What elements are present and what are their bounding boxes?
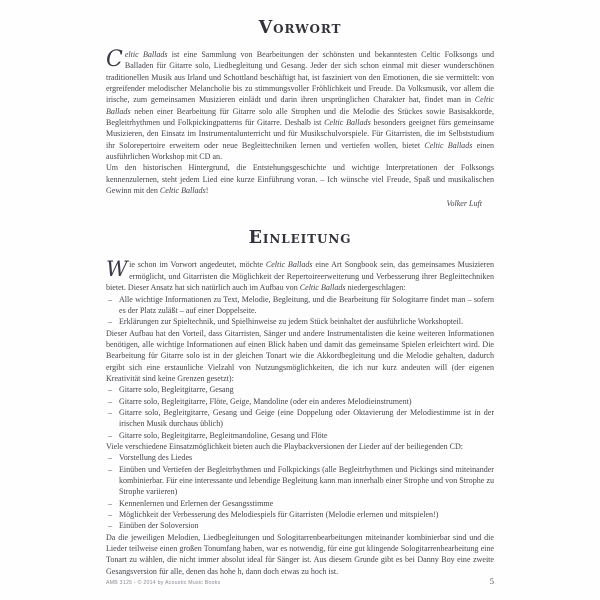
page-content [106, 18, 494, 577]
foreword-p1-title-ref-2: Celtic Ballads [106, 95, 494, 116]
list-item [106, 294, 494, 317]
foreword-p2-title-ref: Celtic Ballads [159, 186, 206, 196]
dash-icon: – [108, 453, 113, 463]
introduction-paragraph-4: Da die jeweiligen Melodien, Liedbegleitungen und Sologitarrenbearbeitungen miteinander kombinierbar sind und die Lieder teilweise einen großen Tonumfang haben, war es notwendig, für eine gut klingende Sologitarrenbearbeitung eine Tonart zu wählen, die nicht immer absolut ideal für Sänger ist. Aus diesem Grunde gibt es bei Danny Boy eine zweite Gesangsversion für alle, denen das hohe h, dann doch etwas zu hoch ist. [106, 532, 494, 576]
list-item [106, 384, 494, 395]
foreword-p1-title-ref-1: eltic Ballads [124, 50, 168, 59]
dash-icon: – [108, 464, 113, 474]
list-item [106, 452, 494, 463]
list-item-label: Einüben und Vertiefen der Begleitrhythmen und Folkpickings (alle Begleitrhythmen und Pickings sind miteinander kombinierbar. Für eine interessante und lebendige Begleitung kann man innerhalb einer Strophe und von Strophe zu Strophe variieren) [119, 464, 494, 497]
list-item [106, 430, 494, 441]
introduction-paragraph-1 [106, 259, 494, 293]
introduction-dropcap: W [106, 257, 128, 282]
dash-icon: – [108, 521, 113, 531]
foreword-paragraph-1 [106, 49, 494, 162]
foreword-title: Vorwort [258, 18, 342, 38]
list-item [106, 316, 494, 327]
dash-icon: – [108, 317, 113, 327]
page-footer [106, 576, 494, 586]
introduction-title: Einleitung [248, 228, 352, 249]
list-item [106, 498, 494, 509]
foreword-p1-text-c: besonders geeignet fürs gemeinsame Musizieren, den Einsatz im Instrumentalunterricht und für Musikschulvorspiele. Für Gitarristen, die im Selbststudium ihr Solorepertoire erweitern oder neue Begleittechniken lernen und vertiefen wollen, bietet [106, 118, 494, 150]
foreword-p1-text-a: ist eine Sammlung von Bearbeitungen der schönsten und bekanntesten Celtic Folksongs und Balladen für Gitarre solo, Liedbegleitung und Gesang. Jeder der sich schon einmal mit dieser wunderschönen traditionellen Musik aus Irland und Schottland beschäftigt hat, ist fasziniert von den Emotionen, die sie vermittelt: von ergreifender melodischer Melancholie bis zu stimmungsvoller Fröhlichkeit und Freude. Da Volksmusik, vor allem die irische, zum gemeinsamen Musizieren einlädt und darin ihren ursprünglichen Charakter hat, findet man in [106, 50, 494, 105]
foreword-signature: Volker Luft [446, 199, 482, 209]
introduction-paragraph-2: Dieser Aufbau hat den Vorteil, dass Gitarristen, Sänger und andere Instrumentalisten die keine weiteren Informationen benötigen, alle wichtige Informationen auf einen Blick haben und damit das gemeinsame Spielen erleichtert wird. Die Bearbeitung für Gitarre solo ist in der gleichen Tonart wie die Akkordbegleitung und die Melodie gehalten, dadurch ergibt sich eine erstaunliche Vielzahl von Nutzungsmöglichkeiten, die ich nur kurz andeuten will (der eigenen Kreativität sind keine Grenzen gesetzt): [106, 328, 494, 383]
dash-icon: – [108, 385, 113, 395]
list-item-label: Alle wichtige Informationen zu Text, Melodie, Begleitung, und die Bearbeitung für Sologitarre findet man – sofern es der Platz zuläßt – auf einer Doppelseite. [119, 294, 494, 315]
foreword-p2-text-b: ! [205, 186, 209, 196]
copyright-imprint: AMB 3125 - © 2014 by Acoustic Music Books [106, 580, 221, 586]
foreword-p1-title-ref-4: Celtic Ballads [424, 140, 473, 150]
foreword-dropcap: C [106, 47, 123, 72]
list-item [106, 520, 494, 531]
foreword-paragraph-2 [106, 162, 494, 196]
introduction-list-combinations [106, 384, 494, 441]
foreword-p2-text-a: Um den historischen Hintergrund, die Entstehungsgeschichte und wichtige Interpretationen der Folksongs kennenzulernen, steht jedem Lied eine kurze Einführung voran. – Ich wünsche viel Freude, Spaß und musikalischen Gewinn mit den [106, 163, 494, 196]
foreword-p1-text-b: neben einer Bearbeitung für Gitarre solo alle Strophen und die Melodie des Stückes sowie Basisakkorde, Begleitrhythmen und Folkpickingpatterns für Gitarre. Deshalb ist [106, 106, 494, 128]
dash-icon: – [108, 430, 113, 440]
foreword-p1-text-d: einen ausführlichen Workshop mit CD an. [106, 140, 495, 162]
intro-p1-title-ref-2: Celtic Ballads [299, 283, 346, 293]
list-item-label: Einüben der Soloversion [119, 521, 199, 531]
intro-p1-text-c: niedergeschlagen: [345, 283, 406, 293]
dash-icon: – [108, 396, 113, 406]
list-item-label: Erklärungen zur Spieltechnik, und Spielhinweise zu jedem Stück beinhaltet der ausführliche Workshopteil. [119, 317, 464, 327]
list-item-label: Gitarre solo, Begleitgitarre, Begleitmandoline, Gesang und Flöte [119, 430, 328, 440]
list-item [106, 396, 494, 407]
dash-icon: – [108, 498, 113, 508]
list-item [106, 407, 494, 430]
foreword-p1-title-ref-3: Celtic Ballads [324, 118, 371, 128]
list-item-label: Gitarre solo, Begleitgitarre, Flöte, Geige, Mandoline (oder ein anderes Melodieinstrument) [119, 396, 412, 406]
intro-p1-title-ref-1: Celtic Ballads [265, 260, 313, 270]
list-item [106, 509, 494, 520]
list-item-label: Gitarre solo, Begleitgitarre, Gesang [119, 385, 234, 395]
introduction-list-cd-usage [106, 452, 494, 531]
introduction-list-structure [106, 294, 494, 328]
dash-icon: – [108, 294, 113, 304]
list-item-label: Möglichkeit der Verbesserung des Melodiespiels für Gitarristen (Melodie erlernen und mitspielen!) [119, 510, 439, 520]
intro-p1-text-a: ie schon im Vorwort angedeutet, möchte [129, 260, 266, 270]
list-item-label: Gitarre solo, Begleitgitarre, Gesang und Geige (eine Doppelung oder Oktavierung der Melodiestimme ist in der irischen Musik durchaus üblich) [119, 407, 494, 429]
list-item-label: Vorstellung des Liedes [119, 453, 193, 463]
list-item-label: Kennenlernen und Erlernen der Gesangsstimme [119, 498, 274, 508]
intro-p1-text-b: eine Art Songbook sein, das gemeinsames Musizieren ermöglicht, und Gitarristen die Möglichkeit der Repertoireerweiterung und Verbesserung ihrer Begleittechniken bietet. Dieser Ansatz hat sich natürlich auch im Aufbau von [106, 260, 494, 293]
dash-icon: – [108, 407, 113, 417]
list-item [106, 464, 494, 498]
introduction-paragraph-3: Viele verschiedene Einsatzmöglichkeit bieten auch die Playbackversionen der Lieder auf der beiliegenden CD: [106, 441, 464, 451]
dash-icon: – [108, 510, 113, 520]
page-number: 5 [489, 576, 494, 586]
